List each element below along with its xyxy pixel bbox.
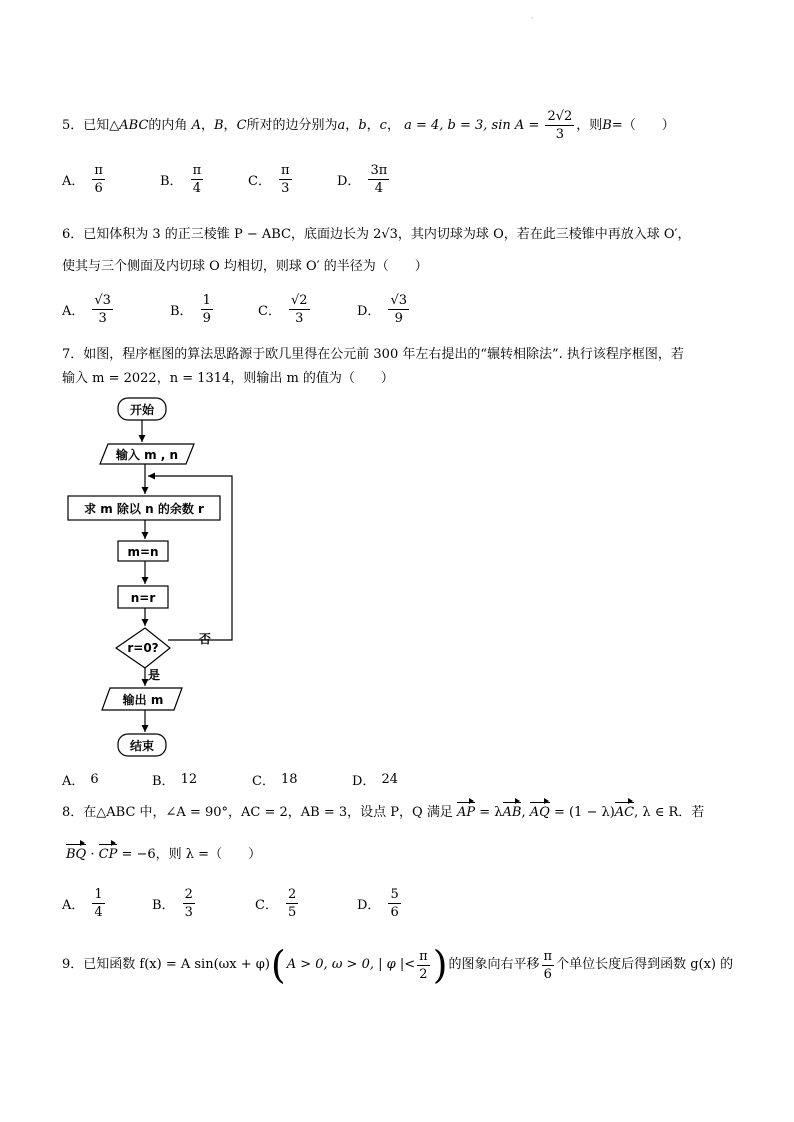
q7-option-d [352,770,398,789]
q6-option-c [258,292,312,327]
question-5: 5．已知△ABC的内角 A，B，C所对的边分别为a，b，c， a = 4, b = 3, sin A = $\frac{2√2}{3}$ ，则B=（ ） [62,109,675,142]
option-label: D． [352,774,376,789]
q8-option-c [255,886,300,921]
vector-ab: AB [503,803,522,823]
frac-num: 2 [184,887,193,902]
q8-option-b [152,886,197,921]
option-value: 24 [381,772,398,787]
frac-num: π [192,163,202,178]
q9-right-paren: ) [432,943,448,987]
frac-num: 1 [94,887,103,902]
q5-tail-b: B [602,118,612,133]
q5-option-a [62,162,107,197]
q9-shift-fraction [542,948,555,983]
q5-text2: 的内角 [148,118,188,133]
top-mark: · [531,14,534,23]
vector-ac: AC [615,803,634,823]
option-label: D． [357,898,381,913]
vector-ap: AP [457,803,475,823]
question-6-line2: 使其与三个侧面及内切球 O 均相切，则球 O′ 的半径为（ ） [62,259,428,274]
option-value: 18 [280,772,298,787]
decision-label: r=0? [127,641,159,655]
q9-text3: 个单位长度后得到函数 g(x) 的 [556,957,734,972]
flowchart [60,396,260,766]
option-label: C． [248,174,271,189]
q5-option-c [248,162,294,197]
q6-option-b [170,292,215,327]
frac-num: 2 [287,887,297,902]
option-fraction [191,162,204,197]
no-label: 否 [198,632,212,646]
q5-a1: A [191,118,201,133]
q8-dot: · [90,847,95,862]
question-7-line1: 7．如图，程序框图的算法思路源于欧几里得在公元前 300 年左右提出的“辗转相除法”. 执行该程序框图，若 [62,347,684,362]
option-label: D． [357,304,381,319]
frac-den: 4 [374,181,383,196]
frac-den: 9 [394,311,403,326]
q8-text1b: , λ ∈ R．若 [634,805,705,820]
frac-den: 2 [419,966,428,982]
option-fraction [279,162,292,197]
q6-option-a [62,292,115,327]
q5-text3: 所对的边分别为 [246,118,338,133]
q7-option-a [62,770,99,789]
frac-num: π [419,948,428,964]
frac-num: 3π [370,163,388,178]
frac-num: 1 [202,293,211,308]
q9-left-paren: ( [270,943,286,987]
q5-tail: ，则 [576,118,603,133]
option-fraction [92,886,104,921]
vector-cp: CP [99,845,118,865]
yes-label: 是 [147,668,161,682]
frac-den: 3 [98,311,107,326]
question-8-line1 [62,803,704,823]
input-label: 输入 m , n [115,448,179,462]
option-label: A． [62,304,85,319]
frac-den: 4 [192,181,201,196]
output-label: 输出 m [122,693,164,707]
option-label: A． [62,898,85,913]
q8-option-d [357,886,403,921]
frac-den: 6 [543,966,552,982]
option-label: C． [255,898,278,913]
q5-frac-num: 2√2 [547,109,573,124]
q7-option-b [152,770,197,789]
option-label: C． [258,304,281,319]
question-6-line1: 6．已知体积为 3 的正三棱锥 P − ABC，底面边长为 2√3，其内切球为球 O，若在此三棱锥中再放入球 O′， [62,227,691,242]
option-label: B． [170,304,193,319]
end-label: 结束 [129,739,155,753]
q5-frac-den: 3 [555,127,564,142]
q5-abc: ABC [119,118,149,133]
option-fraction [289,292,310,327]
q8-eq2: = (1 − λ) [553,805,615,820]
q5-fraction [545,108,574,143]
question-9 [62,943,734,987]
frac-den: 3 [295,311,304,326]
option-label: D． [337,174,361,189]
frac-num: √3 [390,293,407,308]
option-fraction [286,886,298,921]
frac-den: 3 [281,181,290,196]
q8-eq1: = λ [479,805,503,820]
frac-den: 6 [94,181,103,196]
q9-text1: 9．已知函数 f(x) = A sin(ωx + φ) [62,957,270,972]
option-fraction [201,292,213,327]
q5-b1: B [213,118,224,133]
q7-option-c [252,770,298,789]
frac-num: π [94,163,103,178]
q8-text2: = −6，则 λ =（ ） [121,847,262,862]
q5-lb: b [358,118,367,133]
option-fraction [388,292,409,327]
option-value: 12 [180,772,198,787]
option-value: 6 [90,772,99,787]
option-fraction [92,292,113,327]
q9-text2: 的图象向右平移 [448,957,540,972]
option-label: B． [152,898,175,913]
q6-option-d [357,292,411,327]
vector-aq: AQ [530,803,550,823]
frac-num: 5 [390,887,399,902]
q5-text1: 5．已知△ [62,118,120,133]
frac-num: √2 [290,293,308,308]
q8-text1: 8．在△ABC 中，∠A = 90°，AC = 2，AB = 3，设点 P，Q 满足 [62,805,453,820]
frac-num: π [280,163,290,178]
frac-den: 5 [287,905,297,920]
q9-cond: A > 0, ω > 0, | φ |< [286,957,416,972]
option-fraction [183,886,195,921]
option-fraction [92,162,105,197]
option-label: A． [62,774,85,789]
q5-c1: C [236,118,247,133]
q5-cond: a = 4, b = 3, sin A = [404,118,540,133]
q5-tail-end: =（ ） [611,118,675,133]
question-8-line2 [66,845,261,865]
q9-cond-fraction [417,948,430,983]
assign-n-label: n=r [130,591,156,605]
frac-den: 6 [390,905,399,920]
start-label: 开始 [129,403,155,417]
option-fraction [368,162,389,197]
frac-den: 9 [202,311,211,326]
option-label: B． [160,174,183,189]
frac-den: 3 [184,905,193,920]
frac-den: 4 [94,905,103,920]
assign-m-label: m=n [127,545,159,559]
q5-option-d [337,162,391,197]
option-fraction [388,886,400,921]
frac-num: π [543,948,553,964]
frac-num: √3 [94,293,111,308]
q5-option-b [160,162,205,197]
q8-comma: , [521,805,526,820]
question-7-line2: 输入 m = 2022，n = 1314，则输出 m 的值为（ ） [62,371,394,386]
loop-back-line [148,476,232,640]
q5-lc: c [379,118,387,133]
q5-la: a [337,118,346,133]
option-label: B． [152,774,175,789]
remainder-label: 求 m 除以 n 的余数 r [84,502,204,516]
q8-option-a [62,886,107,921]
option-label: C． [252,774,275,789]
vector-bq: BQ [66,845,86,865]
option-label: A． [62,174,85,189]
